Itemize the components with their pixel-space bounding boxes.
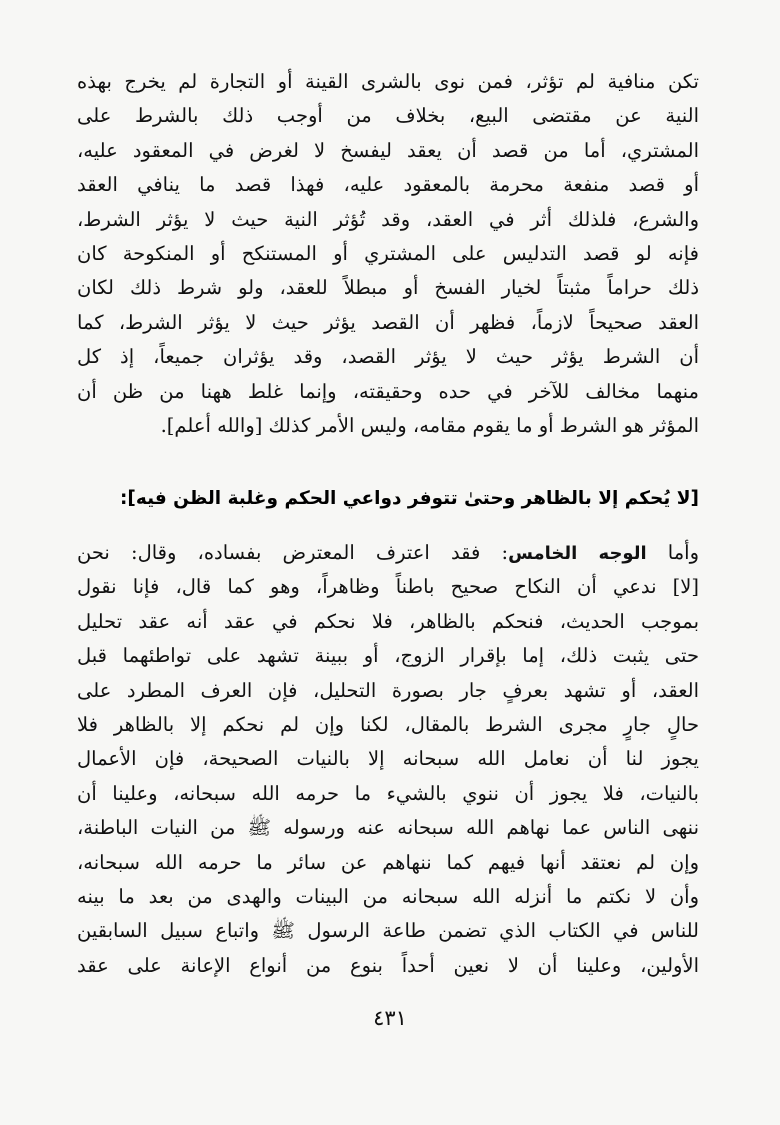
text-line: وإن لم نعتقد أنها فيهم كما ننهاهم عن سائر ما حرمه الله سبحانه،	[77, 850, 699, 874]
text-line: وأن لا نكتم ما أنزله الله سبحانه من البينات والهدى من بعد ما بينه	[77, 884, 699, 908]
text-line: للناس في الكتاب الذي تضمن طاعة الرسول ﷺ واتباع سبيل السابقين	[77, 919, 699, 943]
paragraph-1	[77, 65, 699, 443]
text-line: والشرع، فلذلك أثر في العقد، وقد تُؤثر النية حيث لا يؤثر الشرط،	[77, 207, 699, 231]
page-number: ٤٣١	[373, 1006, 407, 1030]
text-line: المؤثر هو الشرط أو ما يقوم مقامه، وليس الأمر كذلك [والله أعلم].	[160, 413, 699, 437]
text-line: بالنيات، فلا يجوز أن ننوي بالشيء ما حرمه الله سبحانه، وعلينا أن	[77, 781, 699, 805]
text-line: أو قصد منفعة محرمة بالمعقود عليه، فهذا قصد ما ينافي العقد	[77, 173, 699, 197]
text-line: تكن منافية لم تؤثر، فمن نوى بالشرى القينة أو التجارة لم يخرج بهذه	[77, 70, 699, 93]
text-line: ننهى الناس عما نهاهم الله سبحانه عنه ورسوله ﷺ من النيات الباطنة،	[77, 816, 699, 840]
text-line: العقد صحيحاً لازماً، فظهر أن القصد يؤثر حيث لا يؤثر الشرط، كما	[77, 310, 699, 334]
text-line: الأولين، وعلينا أن لا نعين أحداً بنوع من أنواع الإعانة على عقد	[77, 953, 699, 977]
text-line: النية عن مقتضى البيع، بخلاف من أوجب ذلك بالشرط على	[77, 104, 699, 128]
text-line: حالٍ جارٍ مجرى الشرط بالمقال، لكنا وإن لم نحكم إلا بالظاهر فلا	[77, 712, 699, 736]
text-line: المشتري، أما من قصد أن يعقد ليفسخ لا لغرض في المعقود عليه،	[77, 138, 699, 162]
text-line: ذلك حراماً مثبتاً لخيار الفسخ أو مبطلاً للعقد، ولو شرط ذلك لكان	[77, 276, 699, 300]
lead-bold-term: الوجه الخامس	[508, 543, 647, 564]
section-heading: [لا يُحكم إلا بالظاهر وحتىٰ تتوفر دواعي الحكم وغلبة الظن فيه]:	[120, 488, 699, 509]
lead-rest: : فقد اعترف المعترض بفساده، وقال: نحن	[77, 541, 509, 564]
text-line: العقد، أو تشهد بعرفٍ جار بصورة التحليل، فإن العرف المطرد على	[77, 678, 699, 702]
text-line: حتى يثبت ذلك، إما بإقرار الزوج، أو ببينة تشهد على تواطئهما قبل	[77, 644, 699, 668]
paragraph-lead-line	[77, 536, 699, 570]
text-line: منهما مخالف للآخر في حده وحقيقته، وإنما غلط ههنا من ظن أن	[77, 379, 699, 403]
text-line: بموجب الحديث، فنحكم بالظاهر، فلا نحكم في عقد أنه عقد تحليل	[77, 609, 699, 633]
text-line: يجوز لنا أن نعامل الله سبحانه إلا بالنيات الصحيحة، فإن الأعمال	[77, 747, 699, 771]
paragraph-2	[77, 536, 699, 983]
text-line: فإنه لو قصد التدليس على المشتري أو المستنكح أو المنكوحة كان	[77, 241, 699, 265]
text-line: أن الشرط يؤثر حيث لا يؤثر القصد، وقد يؤثران جميعاً، إذ كل	[77, 345, 699, 369]
text-line: [لا] ندعي أن النكاح صحيح باطناً وظاهراً، وهو كما قال، فإنا نقول	[77, 575, 699, 599]
lead-prefix: وأما	[646, 541, 699, 564]
